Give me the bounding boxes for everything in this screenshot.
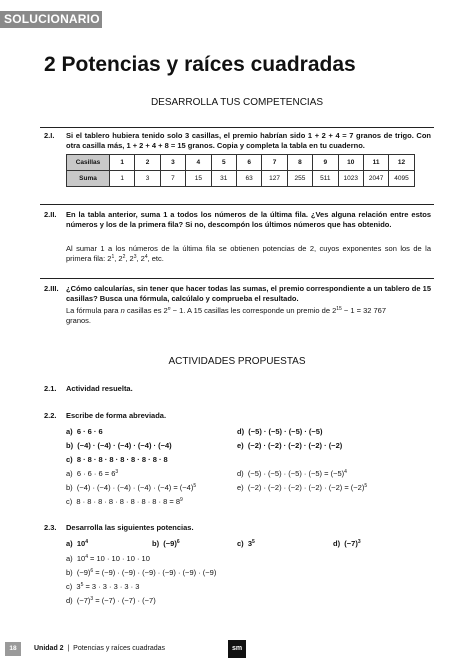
answer-item: a) $10^4 = 10 \cdot 10 \cdot 10 \cdot 10$ bbox=[66, 554, 150, 563]
question-text: Desarrolla las siguientes potencias. bbox=[66, 523, 194, 532]
question-number: 2.3. bbox=[44, 523, 57, 532]
answer-item: a) $6 \cdot 6 \cdot 6 = 6^3$ bbox=[66, 469, 119, 478]
table-row bbox=[67, 171, 415, 187]
table-cell: 15 bbox=[186, 171, 211, 187]
table-cell: 7 bbox=[160, 171, 185, 187]
header-tag: SOLUCIONARIO bbox=[0, 11, 102, 28]
table-cell: 1023 bbox=[338, 171, 363, 187]
question-text: Si el tablero hubiera tenido solo 3 casillas, el premio habrían sido 1 + 2 + 4 = 7 granos de trigo. Con otra casilla más, 1 + 2 + 4 + 8 = 15 granos. Copia y completa la tabla en tu cuaderno. bbox=[66, 131, 431, 150]
page-number: 18 bbox=[5, 642, 21, 656]
table-cell: 31 bbox=[211, 171, 236, 187]
table-cell: 63 bbox=[236, 171, 261, 187]
question-number: 2.1. bbox=[44, 384, 57, 393]
list-item: d) (−5) · (−5) · (−5) · (−5) bbox=[237, 427, 323, 436]
list-item: b) (−4) · (−4) · (−4) · (−4) · (−4) bbox=[66, 441, 172, 450]
table-cell: 255 bbox=[287, 171, 312, 187]
section-competencias: DESARROLLA TUS COMPETENCIAS bbox=[150, 97, 324, 108]
question-number: 2.I. bbox=[44, 131, 55, 140]
divider bbox=[40, 127, 434, 128]
list-item: e) (−2) · (−2) · (−2) · (−2) · (−2) bbox=[237, 441, 343, 450]
table-cell: 6 bbox=[236, 155, 261, 171]
answer-item: c) $3^5 = 3 \cdot 3 \cdot 3 \cdot 3 \cdot 3$ bbox=[66, 582, 140, 591]
divider bbox=[40, 278, 434, 279]
table-cell: 10 bbox=[338, 155, 363, 171]
list-item: c) 8 · 8 · 8 · 8 · 8 · 8 · 8 · 8 · 8 bbox=[66, 455, 168, 464]
question-number: 2.III. bbox=[44, 284, 59, 293]
section-actividades: ACTIVIDADES PROPUESTAS bbox=[168, 356, 306, 367]
table-cell: 4095 bbox=[389, 171, 414, 187]
list-item: c) $3^5$ bbox=[237, 539, 255, 548]
question-text: ¿Cómo calcularías, sin tener que hacer todas las sumas, el premio correspondiente a un tablero de 15 casillas? Busca una fórmula, calcúlalo y comprueba el resultado. bbox=[66, 284, 431, 303]
table-cell: 8 bbox=[287, 155, 312, 171]
answer-item: d) $(-5) \cdot (-5) \cdot (-5) \cdot (-5) = (-5)^4$ bbox=[237, 469, 347, 478]
list-item: d) $(-7)^3$ bbox=[333, 539, 361, 548]
table-cell: 2047 bbox=[363, 171, 388, 187]
list-item: b) $(-9)^6$ bbox=[152, 539, 180, 548]
publisher-logo: sm bbox=[228, 640, 246, 658]
footer-text: Unidad 2 | Potencias y raíces cuadradas bbox=[34, 645, 165, 652]
list-item: a) $10^4$ bbox=[66, 539, 88, 548]
question-text: Actividad resuelta. bbox=[66, 384, 133, 393]
answer-text: La fórmula para n casillas es $2^n - 1$. A 15 casillas les corresponde un premio de $2^{15} - 1 = 32$ 767 granos. bbox=[66, 306, 387, 325]
table-cell: 127 bbox=[262, 171, 287, 187]
divider bbox=[40, 204, 434, 205]
answer-item: b) $(-9)^6 = (-9) \cdot (-9) \cdot (-9) \cdot (-9) \cdot (-9) \cdot (-9)$ bbox=[66, 568, 217, 577]
table-cell: 4 bbox=[186, 155, 211, 171]
question-text: En la tabla anterior, suma 1 a todos los números de la última fila. ¿Ves alguna relación entre estos números y los de la primera fila? Si no, descompón los últimos números que has obtenido. bbox=[66, 210, 431, 229]
question-text: Escribe de forma abreviada. bbox=[66, 411, 167, 420]
table-cell: 11 bbox=[363, 155, 388, 171]
table-cell: 2 bbox=[135, 155, 160, 171]
table-cell: 3 bbox=[135, 171, 160, 187]
row-header: Suma bbox=[67, 171, 110, 187]
list-item: a) 6 · 6 · 6 bbox=[66, 427, 103, 436]
row-header: Casillas bbox=[67, 155, 110, 171]
question-number: 2.II. bbox=[44, 210, 57, 219]
answer-item: c) $8 \cdot 8 \cdot 8 \cdot 8 \cdot 8 \cdot 8 \cdot 8 \cdot 8 \cdot 8 = 8^9$ bbox=[66, 497, 183, 506]
table-cell: 12 bbox=[389, 155, 414, 171]
answer-text: Al sumar 1 a los números de la última fila se obtienen potencias de 2, cuyos exponentes son los de la primera fila: $2^1$, $2^2$, $2^3$, $2^4$, etc. bbox=[66, 244, 431, 263]
table-row bbox=[67, 155, 415, 171]
table-cell: 5 bbox=[211, 155, 236, 171]
chapter-title: 2 Potencias y raíces cuadradas bbox=[44, 53, 356, 76]
answer-item: d) $(-7)^3 = (-7) \cdot (-7) \cdot (-7)$ bbox=[66, 596, 156, 605]
table-cell: 511 bbox=[313, 171, 338, 187]
table-cell: 9 bbox=[313, 155, 338, 171]
table-cell: 3 bbox=[160, 155, 185, 171]
table-cell: 1 bbox=[110, 171, 135, 187]
answer-item: b) $(-4) \cdot (-4) \cdot (-4) \cdot (-4) \cdot (-4) = (-4)^5$ bbox=[66, 483, 197, 492]
table-cell: 1 bbox=[110, 155, 135, 171]
answer-item: e) $(-2) \cdot (-2) \cdot (-2) \cdot (-2) \cdot (-2) = (-2)^5$ bbox=[237, 483, 368, 492]
table-cell: 7 bbox=[262, 155, 287, 171]
casillas-table bbox=[66, 154, 415, 187]
question-number: 2.2. bbox=[44, 411, 57, 420]
